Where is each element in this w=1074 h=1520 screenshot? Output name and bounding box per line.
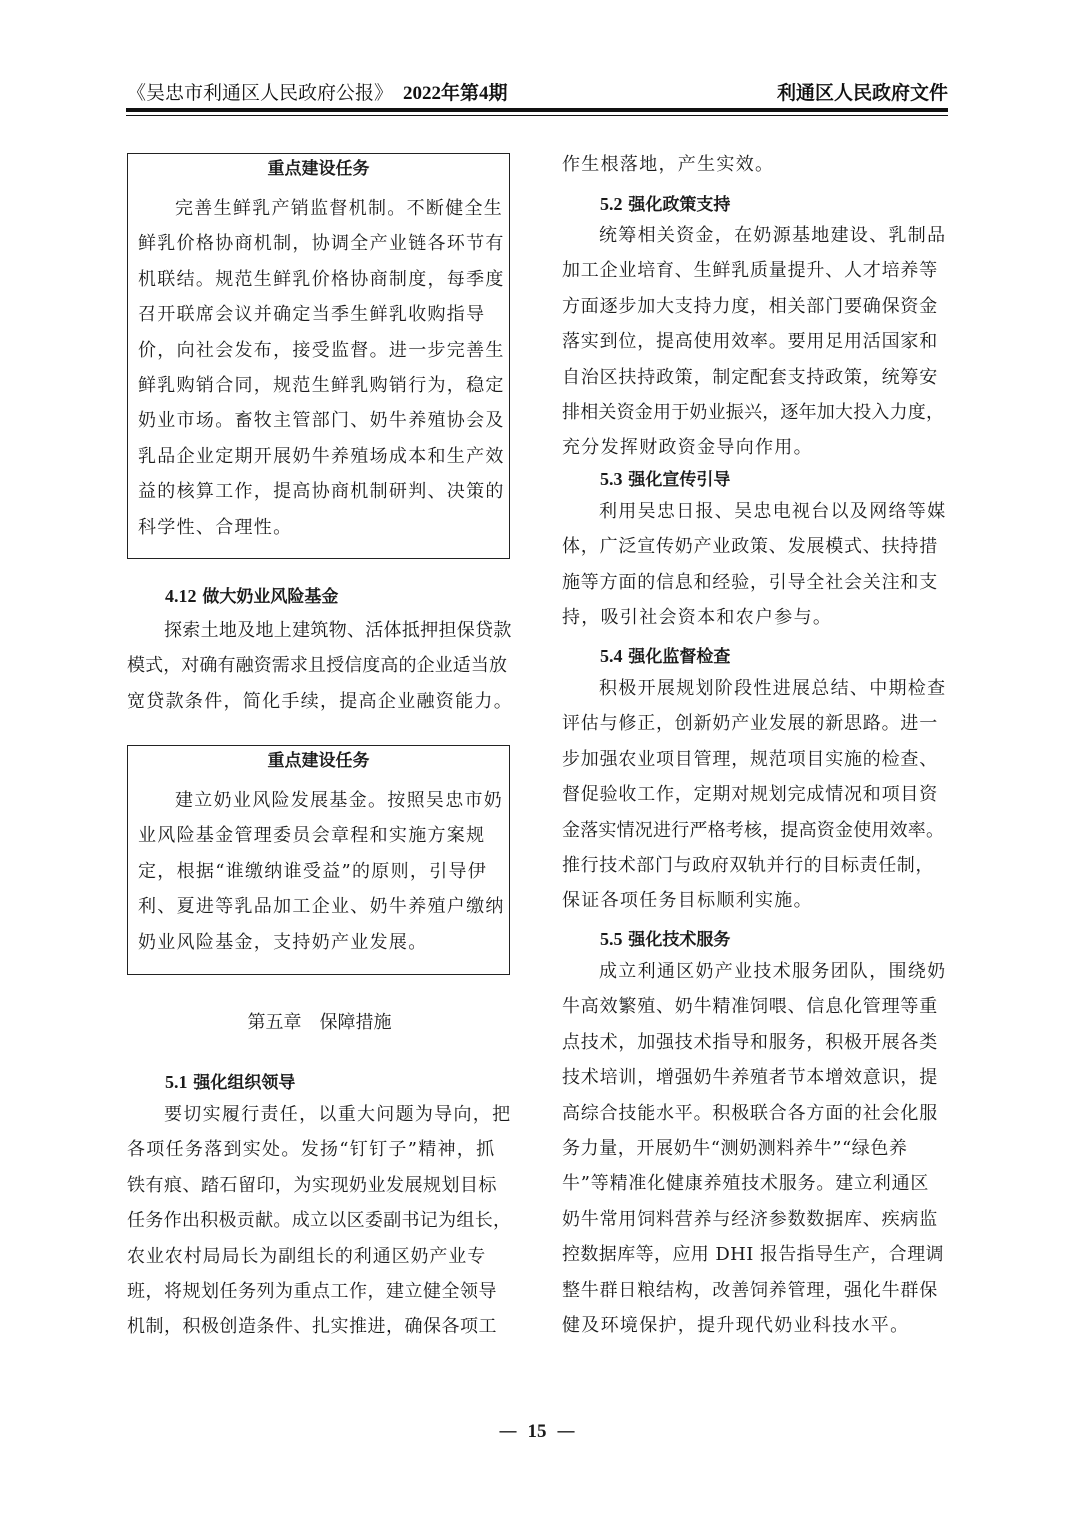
text-line: 加工企业培育、生鲜乳质量提升、人才培养等 — [562, 260, 938, 282]
text-line: 高综合技能水平。积极联合各方面的社会化服 — [562, 1102, 938, 1124]
key-task-box-1 — [127, 153, 510, 559]
text-line: 价，向社会发布，接受监督。进一步完善生 — [138, 339, 505, 361]
text-line: 保证各项任务目标顺利实施。 — [562, 890, 813, 912]
section-heading-5-1: 5.1 强化组织领导 — [165, 1072, 296, 1093]
box-title: 重点建设任务 — [267, 159, 370, 179]
section-heading-5-2: 5.2 强化政策支持 — [600, 194, 731, 215]
text-line: 点技术，加强技术指导和服务，积极开展各类 — [562, 1031, 938, 1053]
page-dash-right: — — [556, 1420, 576, 1442]
text-line: 成立利通区奶产业技术服务团队，围绕奶 — [599, 961, 947, 982]
text-line: 排相关资金用于奶业振兴，逐年加大投入力度， — [562, 402, 945, 424]
publication-title: 《吴忠市利通区人民政府公报》 — [127, 82, 394, 104]
text-line: 鲜乳购销合同，规范生鲜乳购销行为，稳定 — [138, 375, 505, 397]
section-body-5-5 — [562, 954, 952, 1343]
text-line: 整牛群日粮结构，改善饲养管理，强化牛群保 — [562, 1279, 938, 1301]
issue-label: 2022年第4期 — [403, 83, 508, 104]
text-line: 利用吴忠日报、吴忠电视台以及网络等媒 — [599, 501, 947, 522]
text-line: 务力量，开展奶牛“测奶测料养牛”“绿色养 — [562, 1138, 908, 1160]
text-line: 利、夏进等乳品加工企业、奶牛养殖户缴纳 — [138, 896, 505, 918]
text-line: 机联结。规范生鲜乳价格协商制度，每季度 — [138, 268, 505, 290]
box-body — [138, 783, 505, 960]
text-line: 自治区扶持政策，制定配套支持政策，统筹安 — [562, 366, 938, 388]
chapter-number: 第五章 — [247, 1012, 302, 1033]
running-header-left — [127, 78, 508, 105]
text-line: 各项任务落到实处。发扬“钉钉子”精神，抓 — [127, 1139, 496, 1161]
text-line: 体，广泛宣传奶产业政策、发展模式、扶持措 — [562, 536, 938, 558]
text-line: 任务作出积极贡献。成立以区委副书记为组长， — [127, 1210, 512, 1232]
text-line: 控数据库等，应用 DHI 报告指导生产，合理调 — [562, 1244, 944, 1266]
text-line: 完善生鲜乳产销监督机制。不断健全生 — [175, 198, 504, 219]
page-number — [0, 1420, 1074, 1443]
section-body-5-3 — [562, 494, 952, 636]
section-body-5-2 — [562, 218, 952, 466]
text-line: 要切实履行责任，以重大问题为导向，把 — [164, 1104, 512, 1125]
text-line: 施等方面的信息和经验，引导全社会关注和支 — [562, 571, 938, 593]
page-dash-left: — — [498, 1420, 518, 1442]
header-rule-thin — [126, 115, 948, 116]
text-line: 宽贷款条件，简化手续，提高企业融资能力。 — [127, 690, 513, 712]
text-line: 步加强农业项目管理，规范项目实施的检查、 — [562, 748, 938, 770]
text-line: 推行技术部门与政府双轨并行的目标责任制， — [562, 855, 934, 877]
text-line: 乳品企业定期开展奶牛养殖场成本和生产效 — [138, 445, 505, 467]
section-body-5-1 — [127, 1097, 517, 1345]
text-line: 落实到位，提高使用效率。要用足用活国家和 — [562, 331, 938, 353]
text-line: 方面逐步加大支持力度，相关部门要确保资金 — [562, 295, 938, 317]
text-line: 鲜乳价格协商机制，协调全产业链各环节有 — [138, 233, 505, 255]
text-line: 作生根落地，产生实效。 — [562, 154, 775, 175]
section-body-4-12 — [127, 613, 517, 719]
text-line: 牛高效繁殖、奶牛精准饲喂、信息化管理等重 — [562, 996, 938, 1018]
text-line: 健及环境保护，提升现代奶业科技水平。 — [562, 1315, 910, 1337]
text-line: 统筹相关资金，在奶源基地建设、乳制品 — [599, 225, 947, 246]
page-number-value: 15 — [527, 1421, 547, 1442]
text-line: 探索土地及地上建筑物、活体抵押担保贷款 — [164, 620, 512, 641]
text-line: 益的核算工作，提高协商机制研判、决策的 — [138, 481, 505, 503]
text-line: 奶业风险基金，支持奶产业发展。 — [138, 931, 428, 953]
section-heading-5-5: 5.5 强化技术服务 — [600, 929, 731, 950]
section-heading-5-4: 5.4 强化监督检查 — [600, 646, 731, 667]
text-line: 业风险基金管理委员会章程和实施方案规 — [138, 825, 486, 847]
continuation-text — [562, 147, 952, 182]
chapter-heading — [127, 1008, 512, 1034]
section-body-5-4 — [562, 671, 952, 919]
header-rule-thick — [126, 108, 948, 112]
text-line: 充分发挥财政资金导向作用。 — [562, 437, 813, 459]
text-line: 召开联席会议并确定当季生鲜乳收购指导 — [138, 304, 486, 326]
text-line: 奶牛常用饲料营养与经济参数数据库、疾病监 — [562, 1208, 938, 1230]
text-line: 机制，积极创造条件、扎实推进，确保各项工 — [127, 1316, 497, 1338]
box-title: 重点建设任务 — [267, 751, 370, 771]
section-heading-5-3: 5.3 强化宣传引导 — [600, 469, 731, 490]
text-line: 班，将规划任务列为重点工作，建立健全领导 — [127, 1281, 497, 1303]
chapter-title: 保障措施 — [319, 1012, 392, 1033]
text-line: 铁有痕、踏石留印，为实现奶业发展规划目标 — [127, 1174, 497, 1196]
text-line: 持，吸引社会资本和农户参与。 — [562, 607, 833, 629]
text-line: 牛”等精准化健康养殖技术服务。建立利通区 — [562, 1173, 930, 1195]
text-line: 农业农村局局长为副组长的利通区奶产业专 — [127, 1245, 487, 1267]
key-task-box-2 — [127, 745, 510, 975]
text-line: 模式，对确有融资需求且授信度高的企业适当放 — [127, 655, 508, 677]
text-line: 评估与修正，创新奶产业发展的新思路。进一 — [562, 713, 938, 735]
section-heading-4-12: 4.12 做大奶业风险基金 — [165, 586, 339, 607]
text-line: 建立奶业风险发展基金。按照吴忠市奶 — [175, 790, 504, 811]
text-line: 金落实情况进行严格考核，提高资金使用效率。 — [562, 819, 945, 841]
box-body — [138, 191, 505, 545]
text-line: 定，根据“谁缴纳谁受益”的原则，引导伊 — [138, 860, 488, 882]
text-line: 奶业市场。畜牧主管部门、奶牛养殖协会及 — [138, 410, 505, 432]
text-line: 技术培训，增强奶牛养殖者节本增效意识，提 — [562, 1067, 938, 1089]
text-line: 科学性、合理性。 — [138, 516, 293, 538]
running-header-right: 利通区人民政府文件 — [776, 82, 948, 104]
text-line: 督促验收工作，定期对规划完成情况和项目资 — [562, 784, 938, 806]
text-line: 积极开展规划阶段性进展总结、中期检查 — [599, 678, 947, 699]
